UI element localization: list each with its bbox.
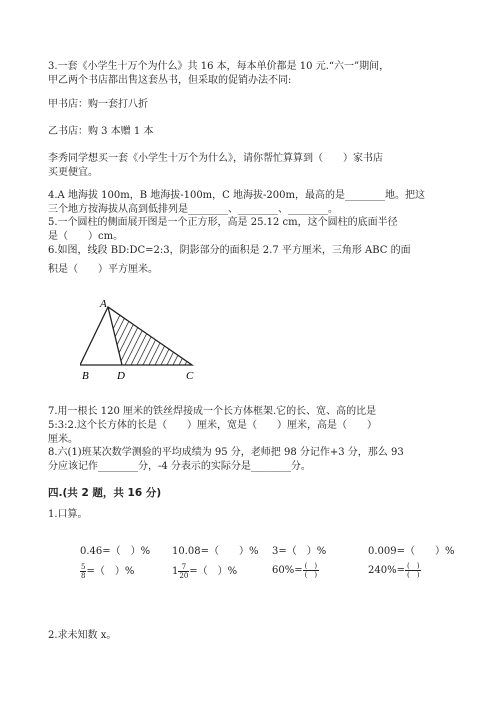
q4-line1: 4.A 地海拔 100m，B 地海拔-100m，C 地海拔-200m，最高的是________地。把这 [48, 190, 425, 201]
blank-fraction: ( ) ( ) [304, 562, 318, 579]
q4-line2: 三个地方按海拔从高到低排列是________、________、________。 [48, 204, 338, 215]
section-4-title: 四.(共 2 题，共 16 分) [48, 487, 162, 499]
q7-line2: 5:3:2.这个长方体的长是（ ）厘米，宽是（ ）厘米，高是（ ） [48, 420, 378, 431]
label-c: C [186, 370, 194, 382]
calc-row2-item2: 1 $\frac{7}{20}$ =（ ）% [172, 563, 238, 580]
calc-row2-item4: 240%= ( ) ( ) [368, 562, 420, 579]
section-4-q2-title: 2.求未知数 x。 [48, 630, 117, 641]
triangle-abc [80, 307, 192, 365]
q7-line1: 7.用一根长 120 厘米的铁丝焊接成一个长方体框架.它的长、宽、高的比是 [48, 406, 377, 417]
calc-row1-item4: 0.009=（ ）% [368, 546, 455, 557]
q3-line3: 李秀同学想买一套《小学生十万个为什么》，请你帮忙算算到（ ）家书店 [48, 153, 383, 164]
q8-line2: 分应该记作________分，-4 分表示的实际分是________分。 [48, 461, 311, 472]
fraction-7-20: $\frac{7}{20}$ [179, 563, 189, 580]
q5-line1: 5.一个圆柱的侧面展开图是一个正方形，高是 25.12 cm，这个圆柱的底面半径 [48, 217, 398, 228]
q3-shop-b: 乙书店：购 3 本赠 1 本 [48, 126, 154, 137]
fraction-5-8: $\frac{5}{8}$ [81, 563, 86, 580]
q8-line1: 8.六(1)班某次数学测验的平均成绩为 95 分，老师把 98 分记作+3 分，那么 93 [48, 447, 404, 458]
calc-row1-item2: 10.08=（ ）% [172, 546, 259, 557]
label-d: D [117, 370, 125, 382]
q6-line2: 积是（ ）平方厘米。 [48, 264, 158, 275]
calc-row2-item1: $\frac{5}{8}$ =（ ）% [81, 563, 135, 580]
triangle-figure [80, 295, 240, 385]
q3-line4: 买更便宜。 [48, 167, 98, 178]
calc-row1-item3: 3=（ ）% [272, 546, 327, 557]
q6-line1: 6.如图，线段 BD:DC=2:3，阴影部分的面积是 2.7 平方厘米，三角形 ABC 的面 [48, 245, 411, 256]
q5-line2: 是（ ）cm。 [48, 231, 124, 242]
label-b: B [82, 370, 89, 382]
q3-line1: 3.一套《小学生十万个为什么》共 16 本，每本单价都是 10 元.“六一”期间， [48, 61, 390, 72]
q7-line3: 厘米。 [48, 434, 78, 445]
shaded-region [90, 295, 232, 375]
calc-row1-item1: 0.46=（ ）% [80, 546, 151, 557]
label-a: A [100, 298, 107, 310]
q3-line2: 甲乙两个书店都出售这套丛书，但采取的促销办法不同: [48, 75, 292, 86]
q3-shop-a: 甲书店：购一套打八折 [48, 99, 148, 110]
blank-fraction: ( ) ( ) [406, 562, 420, 579]
calc-row2-item3: 60%= ( ) ( ) [272, 562, 318, 579]
section-4-q1-title: 1.口算。 [48, 509, 88, 520]
